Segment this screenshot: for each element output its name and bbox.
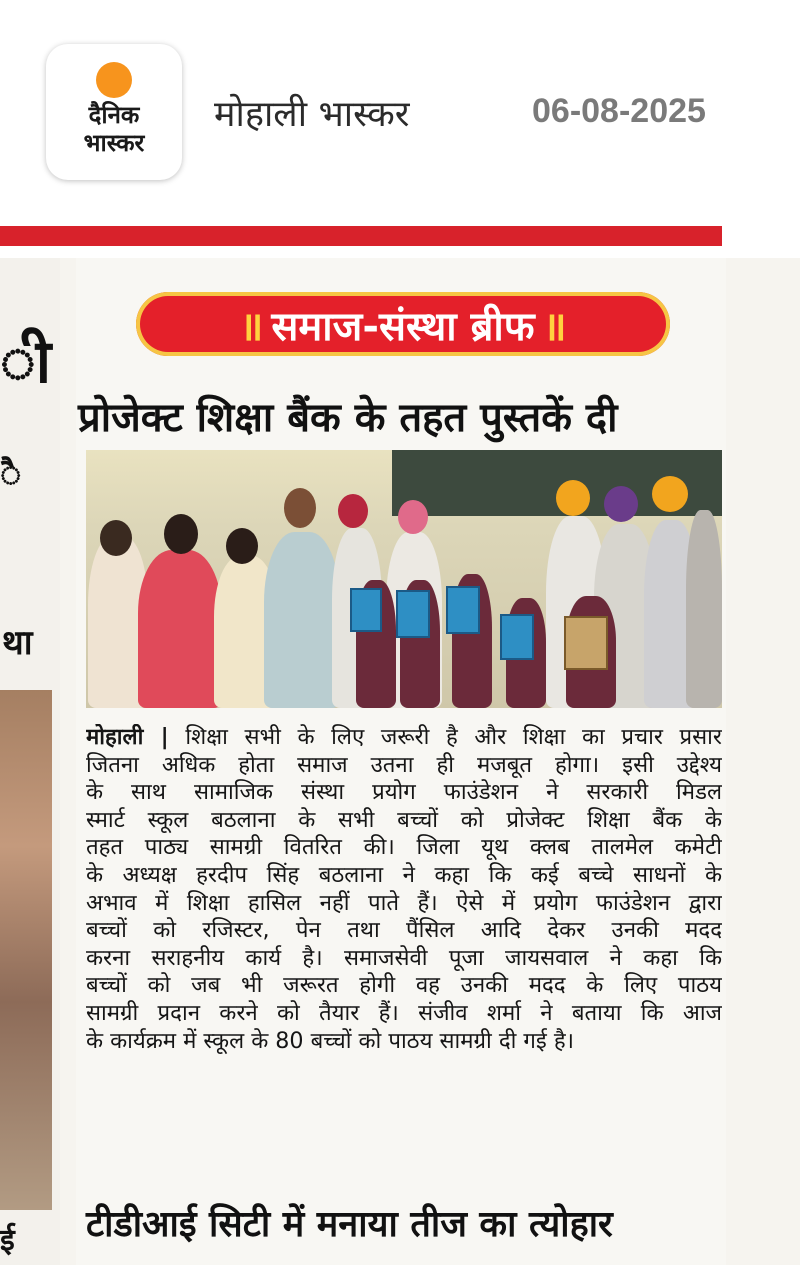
article-body-line: जितना अधिक होता समाज उतना ही मजबूत होगा। इसी उद्देश्य — [86, 751, 722, 778]
next-article-headline: टीडीआई सिटी में मनाया तीज का त्योहार — [86, 1204, 613, 1245]
photo-book — [396, 590, 430, 638]
photo-book — [500, 614, 534, 660]
section-banner-title: समाज-संस्था ब्रीफ — [271, 303, 535, 350]
header — [0, 0, 800, 200]
article-body-line: स्मार्ट स्कूल बठलाना के सभी बच्चों को प्रोजेक्ट शिक्षा बैंक के — [86, 806, 722, 833]
left-fragment-1: ी — [0, 327, 52, 397]
article-body-line: बच्चों को रजिस्टर, पेन तथा पैंसिल आदि देकर उनकी मदद — [86, 917, 722, 944]
photo-person — [686, 510, 722, 708]
article-headline: प्रोजेक्ट शिक्षा बैंक के तहत पुस्तकें दी — [78, 394, 618, 441]
photo-book — [350, 588, 382, 632]
article-body-line: तहत पाठ्य सामग्री वितरित की। जिला यूथ क्लब तालमेल कमेटी — [86, 834, 722, 861]
edition-date: 06-08-2025 — [532, 92, 706, 130]
left-fragment-3: था — [2, 623, 33, 663]
photo-head — [338, 494, 368, 528]
banner-bars-left: ॥ — [239, 303, 264, 350]
photo-head — [226, 528, 258, 564]
article-body-line: करना सराहनीय कार्य है। समाजसेवी पूजा जायसवाल ने कहा कि — [86, 944, 722, 971]
photo-person — [264, 532, 340, 708]
article-body — [86, 724, 722, 1055]
photo-head — [164, 514, 198, 554]
photo-head — [604, 486, 638, 522]
photo-book — [446, 586, 480, 634]
photo-head — [398, 500, 428, 534]
banner-bars-right: ॥ — [542, 303, 567, 350]
photo-book — [564, 616, 608, 670]
article-photo — [86, 450, 722, 708]
photo-person — [138, 550, 222, 708]
article-body-line: के साथ सामाजिक संस्था प्रयोग फाउंडेशन ने सरकारी मिडल — [86, 779, 722, 806]
article-body-line: बच्चों को जब भी जरूरत होगी वह उनकी मदद के लिए पाठय — [86, 972, 722, 999]
logo-text-line1: दैनिक — [88, 101, 140, 129]
photo-head — [100, 520, 132, 556]
article-body-line: के कार्यक्रम में स्कूल के 80 बच्चों को पाठय सामग्री दी गई है। — [86, 1027, 575, 1054]
red-divider-bar — [0, 226, 722, 246]
left-fragment-2: ै — [0, 454, 22, 495]
photo-head — [556, 480, 590, 516]
edition-title: मोहाली भास्कर — [214, 94, 410, 135]
left-fragment-4: ई — [0, 1223, 15, 1258]
newspaper-logo[interactable] — [46, 44, 182, 180]
photo-head — [284, 488, 316, 528]
sun-logo-icon — [96, 62, 132, 98]
photo-head — [652, 476, 688, 512]
article-body-line: के अध्यक्ष हरदीप सिंह बठलाना ने कहा कि कई बच्चे साधनों के — [86, 861, 722, 888]
article-body-line: मोहाली | शिक्षा सभी के लिए जरूरी है और शिक्षा का प्रचार प्रसार — [86, 724, 722, 750]
section-banner — [136, 292, 670, 356]
article-body-line: अभाव में शिक्षा हासिल नहीं पाते हैं। ऐसे में प्रयोग फाउंडेशन द्वारा — [86, 889, 722, 916]
adjacent-photo-fragment — [0, 690, 52, 1210]
article-body-line: सामग्री प्रदान करने को तैयार हैं। संजीव शर्मा ने बताया कि आज — [86, 999, 722, 1026]
logo-text-line2: भास्कर — [83, 129, 145, 157]
article-dateline: मोहाली | — [86, 724, 169, 750]
